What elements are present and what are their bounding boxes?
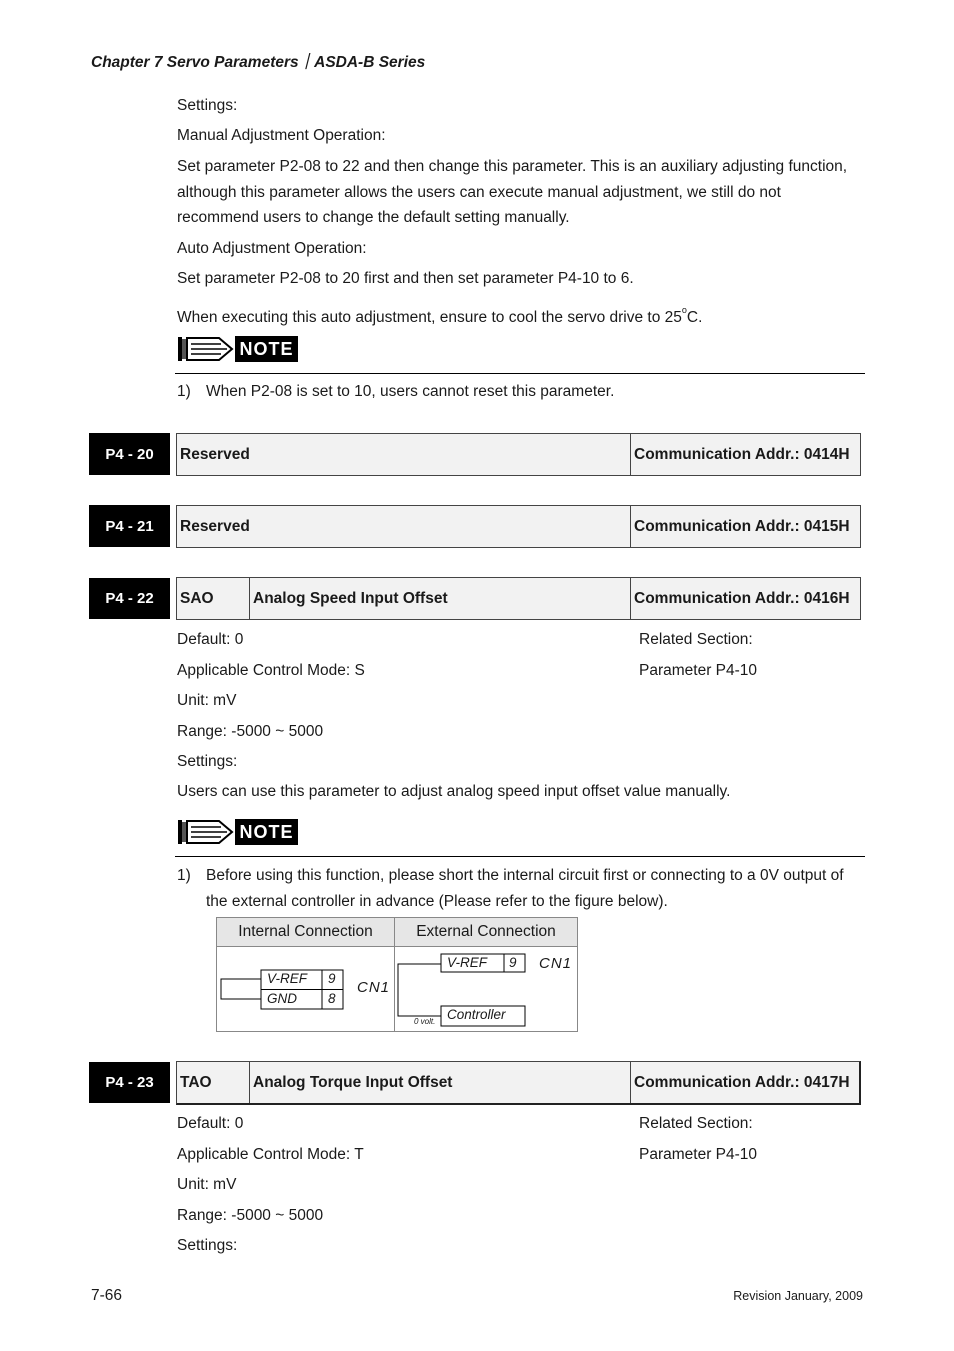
- page-header: Chapter 7 Servo Parameters｜ASDA-B Series: [91, 54, 426, 71]
- note-label: NOTE: [239, 821, 294, 842]
- settings-label: Settings:: [177, 753, 238, 770]
- param-id: P4 - 21: [89, 505, 170, 547]
- revision-date: Revision January, 2009: [733, 1289, 863, 1303]
- param-name: Reserved: [180, 445, 250, 463]
- default-value: Default: 0: [177, 631, 244, 648]
- param-addr: Communication Addr.: 0415H: [630, 506, 860, 547]
- param-abbr: TAO: [180, 1073, 212, 1091]
- note-divider: [175, 856, 865, 857]
- controller-label: Controller: [447, 1007, 506, 1022]
- note-badge: [177, 818, 299, 851]
- control-mode: Applicable Control Mode: T: [177, 1146, 364, 1163]
- param-header-p4-20: [176, 433, 861, 476]
- cn1-label-external: CN1: [539, 955, 573, 972]
- gnd-pin: 8: [328, 991, 336, 1006]
- note-badge: [177, 335, 299, 368]
- default-value: Default: 0: [177, 1115, 244, 1132]
- param-id: P4 - 20: [89, 433, 170, 475]
- note-label: NOTE: [239, 338, 294, 359]
- settings-label: Settings:: [177, 97, 238, 114]
- param-name: Analog Torque Input Offset: [249, 1062, 630, 1103]
- manual-title: Manual Adjustment Operation:: [177, 127, 386, 144]
- param-abbr: SAO: [180, 589, 214, 607]
- note1-text: When P2-08 is set to 10, users cannot reset this parameter.: [206, 383, 615, 400]
- cn1-label-internal: CN1: [357, 979, 391, 996]
- note2-num: 1): [177, 867, 191, 884]
- param-header-p4-23: [176, 1061, 861, 1105]
- param-id: P4 - 22: [89, 578, 170, 619]
- note1-num: 1): [177, 383, 191, 400]
- param-header-p4-21: [176, 505, 861, 548]
- manual-text: Set parameter P2-08 to 22 and then change this parameter. This is an auxiliary adjusting function, although this parameter allows the users can execute manual adjustment, we still do not recommend users to change the default setting manually.: [177, 158, 848, 226]
- gnd-label: GND: [267, 991, 297, 1006]
- zero-volt-label: 0 volt.: [414, 1017, 436, 1026]
- vref-label-external: V-REF: [447, 955, 487, 970]
- vref-label: V-REF: [267, 971, 307, 986]
- related-param: Parameter P4-10: [639, 1146, 758, 1163]
- param-addr: Communication Addr.: 0414H: [630, 434, 860, 475]
- range: Range: -5000 ~ 5000: [177, 1207, 324, 1224]
- related-section: Related Section:: [639, 1115, 753, 1132]
- unit: Unit: mV: [177, 692, 237, 709]
- param-name: Reserved: [180, 517, 250, 535]
- connection-figure: [216, 917, 578, 1032]
- related-param: Parameter P4-10: [639, 662, 758, 679]
- param-header-p4-22: [176, 577, 861, 620]
- param-name: Analog Speed Input Offset: [249, 578, 630, 619]
- description: Users can use this parameter to adjust analog speed input offset value manually.: [177, 783, 731, 800]
- auto-title: Auto Adjustment Operation:: [177, 240, 367, 257]
- unit: Unit: mV: [177, 1176, 237, 1193]
- cool-text: When executing this auto adjustment, ensure to cool the servo drive to 25$^o$C.: [177, 305, 703, 326]
- note-divider: [175, 373, 865, 374]
- settings-label: Settings:: [177, 1237, 238, 1254]
- vref-pin-external: 9: [509, 955, 517, 970]
- vref-pin: 9: [328, 971, 336, 986]
- control-mode: Applicable Control Mode: S: [177, 662, 365, 679]
- range: Range: -5000 ~ 5000: [177, 723, 324, 740]
- auto-text: Set parameter P2-08 to 20 first and then set parameter P4-10 to 6.: [177, 270, 634, 287]
- param-id: P4 - 23: [89, 1062, 170, 1103]
- param-addr: Communication Addr.: 0417H: [630, 1062, 859, 1103]
- related-section: Related Section:: [639, 631, 753, 648]
- page-number: 7-66: [91, 1287, 123, 1304]
- internal-header: Internal Connection: [238, 923, 373, 940]
- note2-text: Before using this function, please short the internal circuit first or connecting to a 0V output of the external controller in advance (Please refer to the figure below).: [206, 867, 844, 910]
- external-header: External Connection: [416, 923, 556, 940]
- param-addr: Communication Addr.: 0416H: [630, 578, 860, 619]
